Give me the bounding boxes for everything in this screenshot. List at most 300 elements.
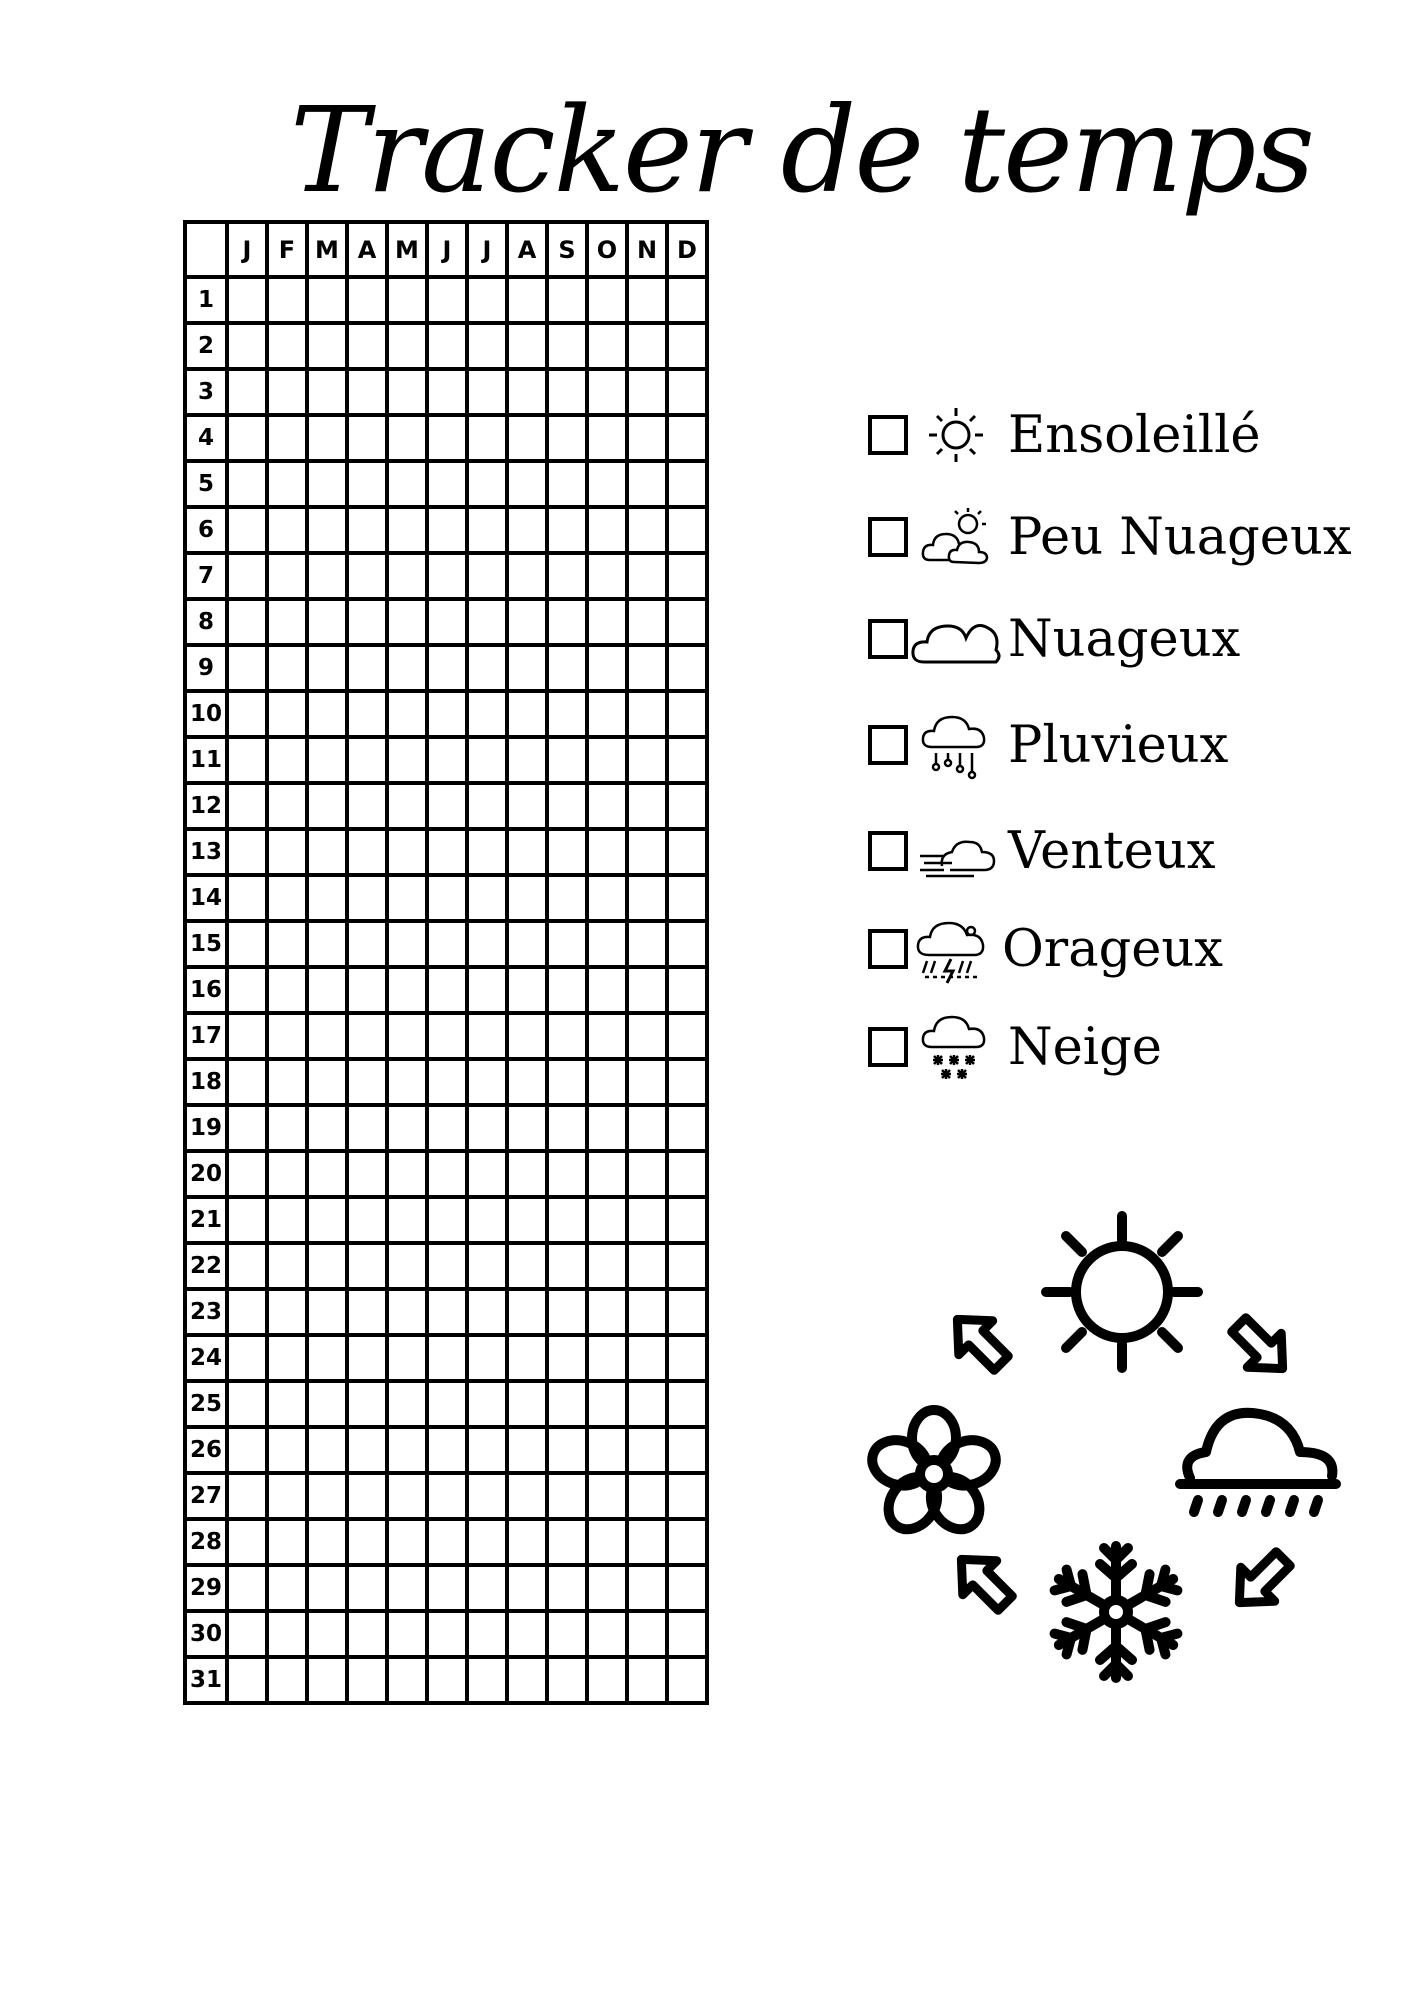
tracker-cell[interactable]	[587, 553, 627, 599]
tracker-cell[interactable]	[587, 1013, 627, 1059]
tracker-cell[interactable]	[427, 1381, 467, 1427]
tracker-cell[interactable]	[227, 921, 267, 967]
tracker-cell[interactable]	[307, 737, 347, 783]
tracker-cell[interactable]	[347, 461, 387, 507]
tracker-cell[interactable]	[667, 737, 707, 783]
tracker-cell[interactable]	[347, 921, 387, 967]
tracker-cell[interactable]	[667, 1059, 707, 1105]
tracker-cell[interactable]	[587, 415, 627, 461]
tracker-cell[interactable]	[427, 1611, 467, 1657]
tracker-cell[interactable]	[667, 553, 707, 599]
tracker-cell[interactable]	[547, 1105, 587, 1151]
tracker-cell[interactable]	[547, 691, 587, 737]
tracker-cell[interactable]	[627, 1197, 667, 1243]
tracker-cell[interactable]	[467, 599, 507, 645]
tracker-cell[interactable]	[467, 1197, 507, 1243]
tracker-cell[interactable]	[587, 1427, 627, 1473]
tracker-cell[interactable]	[387, 967, 427, 1013]
tracker-cell[interactable]	[547, 1565, 587, 1611]
tracker-cell[interactable]	[387, 1013, 427, 1059]
tracker-cell[interactable]	[547, 829, 587, 875]
tracker-cell[interactable]	[227, 1519, 267, 1565]
tracker-cell[interactable]	[547, 875, 587, 921]
tracker-cell[interactable]	[387, 1197, 427, 1243]
tracker-cell[interactable]	[267, 1013, 307, 1059]
tracker-cell[interactable]	[667, 1427, 707, 1473]
tracker-cell[interactable]	[627, 277, 667, 323]
tracker-cell[interactable]	[587, 323, 627, 369]
tracker-cell[interactable]	[587, 1105, 627, 1151]
tracker-cell[interactable]	[347, 645, 387, 691]
tracker-cell[interactable]	[667, 783, 707, 829]
tracker-cell[interactable]	[387, 1427, 427, 1473]
tracker-cell[interactable]	[547, 645, 587, 691]
tracker-cell[interactable]	[307, 323, 347, 369]
tracker-cell[interactable]	[227, 1243, 267, 1289]
tracker-cell[interactable]	[307, 415, 347, 461]
tracker-cell[interactable]	[587, 1519, 627, 1565]
tracker-cell[interactable]	[627, 1059, 667, 1105]
tracker-cell[interactable]	[347, 507, 387, 553]
tracker-cell[interactable]	[467, 1105, 507, 1151]
tracker-cell[interactable]	[427, 1427, 467, 1473]
tracker-cell[interactable]	[627, 1243, 667, 1289]
tracker-cell[interactable]	[507, 507, 547, 553]
tracker-cell[interactable]	[387, 783, 427, 829]
tracker-cell[interactable]	[387, 875, 427, 921]
tracker-cell[interactable]	[227, 553, 267, 599]
checkbox[interactable]	[868, 831, 908, 871]
tracker-cell[interactable]	[347, 1611, 387, 1657]
tracker-cell[interactable]	[507, 1381, 547, 1427]
tracker-cell[interactable]	[547, 415, 587, 461]
tracker-cell[interactable]	[227, 645, 267, 691]
tracker-cell[interactable]	[547, 507, 587, 553]
tracker-cell[interactable]	[507, 783, 547, 829]
tracker-cell[interactable]	[507, 1611, 547, 1657]
tracker-cell[interactable]	[427, 415, 467, 461]
tracker-cell[interactable]	[507, 1657, 547, 1703]
tracker-cell[interactable]	[347, 875, 387, 921]
tracker-cell[interactable]	[427, 1657, 467, 1703]
tracker-cell[interactable]	[467, 1519, 507, 1565]
tracker-cell[interactable]	[227, 1611, 267, 1657]
tracker-cell[interactable]	[507, 829, 547, 875]
tracker-cell[interactable]	[307, 691, 347, 737]
tracker-cell[interactable]	[547, 1611, 587, 1657]
tracker-cell[interactable]	[267, 507, 307, 553]
tracker-cell[interactable]	[307, 277, 347, 323]
tracker-cell[interactable]	[547, 1013, 587, 1059]
tracker-cell[interactable]	[627, 1611, 667, 1657]
tracker-cell[interactable]	[307, 1565, 347, 1611]
tracker-cell[interactable]	[307, 967, 347, 1013]
tracker-cell[interactable]	[467, 415, 507, 461]
tracker-cell[interactable]	[467, 323, 507, 369]
tracker-cell[interactable]	[427, 369, 467, 415]
tracker-cell[interactable]	[627, 323, 667, 369]
tracker-cell[interactable]	[227, 967, 267, 1013]
tracker-cell[interactable]	[627, 691, 667, 737]
tracker-cell[interactable]	[507, 1565, 547, 1611]
tracker-cell[interactable]	[307, 875, 347, 921]
tracker-cell[interactable]	[467, 1335, 507, 1381]
tracker-cell[interactable]	[307, 599, 347, 645]
tracker-cell[interactable]	[347, 1105, 387, 1151]
tracker-cell[interactable]	[467, 691, 507, 737]
tracker-cell[interactable]	[467, 461, 507, 507]
tracker-cell[interactable]	[467, 1565, 507, 1611]
tracker-cell[interactable]	[587, 967, 627, 1013]
tracker-cell[interactable]	[467, 1059, 507, 1105]
tracker-cell[interactable]	[667, 369, 707, 415]
tracker-cell[interactable]	[467, 1657, 507, 1703]
tracker-cell[interactable]	[307, 1059, 347, 1105]
tracker-cell[interactable]	[387, 1243, 427, 1289]
tracker-cell[interactable]	[507, 1519, 547, 1565]
checkbox[interactable]	[868, 619, 908, 659]
tracker-cell[interactable]	[267, 369, 307, 415]
tracker-cell[interactable]	[227, 1657, 267, 1703]
tracker-cell[interactable]	[667, 323, 707, 369]
tracker-cell[interactable]	[467, 783, 507, 829]
tracker-cell[interactable]	[627, 369, 667, 415]
tracker-cell[interactable]	[227, 737, 267, 783]
tracker-cell[interactable]	[547, 1519, 587, 1565]
tracker-cell[interactable]	[307, 1519, 347, 1565]
tracker-cell[interactable]	[427, 829, 467, 875]
tracker-cell[interactable]	[267, 1381, 307, 1427]
tracker-cell[interactable]	[267, 783, 307, 829]
tracker-cell[interactable]	[347, 1289, 387, 1335]
tracker-cell[interactable]	[667, 1657, 707, 1703]
tracker-cell[interactable]	[547, 277, 587, 323]
tracker-cell[interactable]	[267, 829, 307, 875]
tracker-cell[interactable]	[307, 369, 347, 415]
tracker-cell[interactable]	[507, 967, 547, 1013]
tracker-cell[interactable]	[547, 1335, 587, 1381]
tracker-cell[interactable]	[387, 645, 427, 691]
tracker-cell[interactable]	[507, 1105, 547, 1151]
tracker-cell[interactable]	[347, 1013, 387, 1059]
tracker-cell[interactable]	[347, 1565, 387, 1611]
tracker-cell[interactable]	[227, 1197, 267, 1243]
tracker-cell[interactable]	[307, 1473, 347, 1519]
tracker-cell[interactable]	[667, 1473, 707, 1519]
tracker-cell[interactable]	[307, 1151, 347, 1197]
tracker-cell[interactable]	[507, 737, 547, 783]
tracker-cell[interactable]	[307, 1243, 347, 1289]
tracker-cell[interactable]	[587, 1243, 627, 1289]
tracker-cell[interactable]	[347, 737, 387, 783]
tracker-cell[interactable]	[507, 415, 547, 461]
tracker-cell[interactable]	[347, 1427, 387, 1473]
tracker-cell[interactable]	[227, 1151, 267, 1197]
tracker-cell[interactable]	[507, 599, 547, 645]
tracker-cell[interactable]	[667, 1519, 707, 1565]
tracker-cell[interactable]	[267, 691, 307, 737]
tracker-cell[interactable]	[387, 415, 427, 461]
tracker-cell[interactable]	[507, 1289, 547, 1335]
tracker-cell[interactable]	[307, 461, 347, 507]
tracker-cell[interactable]	[267, 277, 307, 323]
tracker-cell[interactable]	[467, 277, 507, 323]
tracker-cell[interactable]	[667, 921, 707, 967]
tracker-cell[interactable]	[227, 1565, 267, 1611]
tracker-cell[interactable]	[267, 737, 307, 783]
tracker-cell[interactable]	[267, 921, 307, 967]
tracker-cell[interactable]	[347, 1151, 387, 1197]
tracker-cell[interactable]	[427, 277, 467, 323]
tracker-cell[interactable]	[427, 1151, 467, 1197]
tracker-cell[interactable]	[227, 323, 267, 369]
tracker-cell[interactable]	[547, 599, 587, 645]
tracker-cell[interactable]	[427, 1335, 467, 1381]
tracker-cell[interactable]	[467, 645, 507, 691]
tracker-cell[interactable]	[467, 1381, 507, 1427]
tracker-cell[interactable]	[347, 967, 387, 1013]
tracker-cell[interactable]	[227, 1013, 267, 1059]
tracker-cell[interactable]	[267, 1565, 307, 1611]
tracker-cell[interactable]	[307, 1013, 347, 1059]
tracker-cell[interactable]	[307, 1197, 347, 1243]
tracker-cell[interactable]	[387, 737, 427, 783]
tracker-cell[interactable]	[547, 967, 587, 1013]
tracker-cell[interactable]	[587, 1059, 627, 1105]
tracker-cell[interactable]	[667, 461, 707, 507]
tracker-cell[interactable]	[467, 553, 507, 599]
tracker-cell[interactable]	[427, 875, 467, 921]
tracker-cell[interactable]	[587, 507, 627, 553]
tracker-cell[interactable]	[387, 1657, 427, 1703]
tracker-cell[interactable]	[387, 1151, 427, 1197]
tracker-cell[interactable]	[427, 1197, 467, 1243]
tracker-cell[interactable]	[467, 1289, 507, 1335]
tracker-cell[interactable]	[627, 829, 667, 875]
tracker-cell[interactable]	[547, 1243, 587, 1289]
tracker-cell[interactable]	[267, 1289, 307, 1335]
tracker-cell[interactable]	[507, 1197, 547, 1243]
checkbox[interactable]	[868, 415, 908, 455]
tracker-cell[interactable]	[427, 1289, 467, 1335]
tracker-cell[interactable]	[427, 691, 467, 737]
tracker-cell[interactable]	[307, 507, 347, 553]
tracker-cell[interactable]	[307, 829, 347, 875]
checkbox[interactable]	[868, 1027, 908, 1067]
tracker-cell[interactable]	[667, 829, 707, 875]
tracker-cell[interactable]	[627, 507, 667, 553]
tracker-cell[interactable]	[627, 1381, 667, 1427]
tracker-cell[interactable]	[667, 875, 707, 921]
tracker-cell[interactable]	[307, 1657, 347, 1703]
tracker-cell[interactable]	[267, 1427, 307, 1473]
tracker-cell[interactable]	[267, 323, 307, 369]
tracker-cell[interactable]	[627, 967, 667, 1013]
tracker-cell[interactable]	[627, 875, 667, 921]
tracker-cell[interactable]	[307, 553, 347, 599]
tracker-cell[interactable]	[507, 461, 547, 507]
tracker-cell[interactable]	[387, 369, 427, 415]
tracker-cell[interactable]	[427, 553, 467, 599]
tracker-cell[interactable]	[387, 553, 427, 599]
tracker-cell[interactable]	[467, 875, 507, 921]
tracker-cell[interactable]	[347, 783, 387, 829]
tracker-cell[interactable]	[547, 323, 587, 369]
tracker-cell[interactable]	[547, 1427, 587, 1473]
tracker-cell[interactable]	[227, 1289, 267, 1335]
tracker-cell[interactable]	[627, 1289, 667, 1335]
tracker-cell[interactable]	[267, 1151, 307, 1197]
tracker-cell[interactable]	[467, 921, 507, 967]
tracker-cell[interactable]	[587, 691, 627, 737]
tracker-cell[interactable]	[587, 1289, 627, 1335]
tracker-cell[interactable]	[507, 369, 547, 415]
tracker-cell[interactable]	[267, 1105, 307, 1151]
tracker-cell[interactable]	[227, 277, 267, 323]
tracker-cell[interactable]	[587, 1611, 627, 1657]
tracker-cell[interactable]	[507, 875, 547, 921]
tracker-cell[interactable]	[427, 1519, 467, 1565]
tracker-cell[interactable]	[387, 1059, 427, 1105]
tracker-cell[interactable]	[667, 507, 707, 553]
tracker-cell[interactable]	[427, 507, 467, 553]
tracker-cell[interactable]	[347, 553, 387, 599]
tracker-cell[interactable]	[227, 461, 267, 507]
tracker-cell[interactable]	[227, 369, 267, 415]
tracker-cell[interactable]	[507, 1243, 547, 1289]
checkbox[interactable]	[868, 725, 908, 765]
tracker-cell[interactable]	[387, 1335, 427, 1381]
tracker-cell[interactable]	[627, 415, 667, 461]
tracker-cell[interactable]	[227, 1381, 267, 1427]
tracker-cell[interactable]	[227, 829, 267, 875]
tracker-cell[interactable]	[387, 461, 427, 507]
tracker-cell[interactable]	[547, 1059, 587, 1105]
tracker-cell[interactable]	[467, 1473, 507, 1519]
tracker-cell[interactable]	[267, 599, 307, 645]
tracker-cell[interactable]	[667, 691, 707, 737]
tracker-cell[interactable]	[507, 323, 547, 369]
checkbox[interactable]	[868, 929, 908, 969]
tracker-cell[interactable]	[507, 1427, 547, 1473]
tracker-cell[interactable]	[627, 1335, 667, 1381]
tracker-cell[interactable]	[427, 645, 467, 691]
tracker-cell[interactable]	[267, 415, 307, 461]
tracker-cell[interactable]	[427, 461, 467, 507]
tracker-cell[interactable]	[587, 599, 627, 645]
tracker-cell[interactable]	[627, 1657, 667, 1703]
tracker-cell[interactable]	[307, 645, 347, 691]
tracker-cell[interactable]	[587, 921, 627, 967]
tracker-cell[interactable]	[347, 1519, 387, 1565]
tracker-cell[interactable]	[267, 461, 307, 507]
tracker-cell[interactable]	[627, 737, 667, 783]
tracker-cell[interactable]	[507, 1335, 547, 1381]
tracker-cell[interactable]	[307, 1427, 347, 1473]
tracker-cell[interactable]	[427, 783, 467, 829]
tracker-cell[interactable]	[587, 783, 627, 829]
tracker-cell[interactable]	[427, 323, 467, 369]
checkbox[interactable]	[868, 517, 908, 557]
tracker-cell[interactable]	[427, 921, 467, 967]
tracker-cell[interactable]	[387, 1105, 427, 1151]
tracker-cell[interactable]	[267, 1611, 307, 1657]
tracker-cell[interactable]	[227, 691, 267, 737]
tracker-cell[interactable]	[667, 1151, 707, 1197]
tracker-cell[interactable]	[587, 737, 627, 783]
tracker-cell[interactable]	[467, 1427, 507, 1473]
tracker-cell[interactable]	[507, 1013, 547, 1059]
tracker-cell[interactable]	[307, 1611, 347, 1657]
tracker-cell[interactable]	[427, 737, 467, 783]
tracker-cell[interactable]	[547, 369, 587, 415]
tracker-cell[interactable]	[507, 1059, 547, 1105]
tracker-cell[interactable]	[227, 507, 267, 553]
tracker-cell[interactable]	[347, 323, 387, 369]
tracker-cell[interactable]	[667, 1105, 707, 1151]
tracker-cell[interactable]	[587, 875, 627, 921]
tracker-cell[interactable]	[667, 967, 707, 1013]
tracker-cell[interactable]	[467, 1611, 507, 1657]
tracker-cell[interactable]	[667, 1013, 707, 1059]
tracker-cell[interactable]	[627, 1565, 667, 1611]
tracker-cell[interactable]	[387, 599, 427, 645]
tracker-cell[interactable]	[347, 1197, 387, 1243]
tracker-cell[interactable]	[267, 1519, 307, 1565]
tracker-cell[interactable]	[627, 921, 667, 967]
tracker-cell[interactable]	[547, 1289, 587, 1335]
tracker-cell[interactable]	[587, 369, 627, 415]
tracker-cell[interactable]	[347, 599, 387, 645]
tracker-cell[interactable]	[467, 1013, 507, 1059]
tracker-cell[interactable]	[627, 553, 667, 599]
tracker-cell[interactable]	[267, 645, 307, 691]
tracker-cell[interactable]	[667, 1381, 707, 1427]
tracker-cell[interactable]	[587, 1473, 627, 1519]
tracker-cell[interactable]	[387, 921, 427, 967]
tracker-cell[interactable]	[587, 1151, 627, 1197]
tracker-cell[interactable]	[427, 1013, 467, 1059]
tracker-cell[interactable]	[667, 645, 707, 691]
tracker-cell[interactable]	[547, 921, 587, 967]
tracker-cell[interactable]	[547, 1197, 587, 1243]
tracker-cell[interactable]	[667, 415, 707, 461]
tracker-cell[interactable]	[267, 1657, 307, 1703]
tracker-cell[interactable]	[227, 599, 267, 645]
tracker-cell[interactable]	[347, 829, 387, 875]
tracker-cell[interactable]	[547, 1473, 587, 1519]
tracker-cell[interactable]	[587, 1197, 627, 1243]
tracker-cell[interactable]	[547, 1151, 587, 1197]
tracker-cell[interactable]	[227, 1105, 267, 1151]
tracker-cell[interactable]	[347, 415, 387, 461]
tracker-cell[interactable]	[627, 1013, 667, 1059]
tracker-cell[interactable]	[267, 553, 307, 599]
tracker-cell[interactable]	[387, 1473, 427, 1519]
tracker-cell[interactable]	[387, 507, 427, 553]
tracker-cell[interactable]	[307, 1105, 347, 1151]
tracker-cell[interactable]	[627, 1151, 667, 1197]
tracker-cell[interactable]	[507, 1151, 547, 1197]
tracker-cell[interactable]	[667, 1565, 707, 1611]
tracker-cell[interactable]	[667, 277, 707, 323]
tracker-cell[interactable]	[267, 1473, 307, 1519]
tracker-cell[interactable]	[347, 277, 387, 323]
tracker-cell[interactable]	[667, 1243, 707, 1289]
tracker-cell[interactable]	[587, 1335, 627, 1381]
tracker-cell[interactable]	[507, 553, 547, 599]
tracker-cell[interactable]	[387, 829, 427, 875]
